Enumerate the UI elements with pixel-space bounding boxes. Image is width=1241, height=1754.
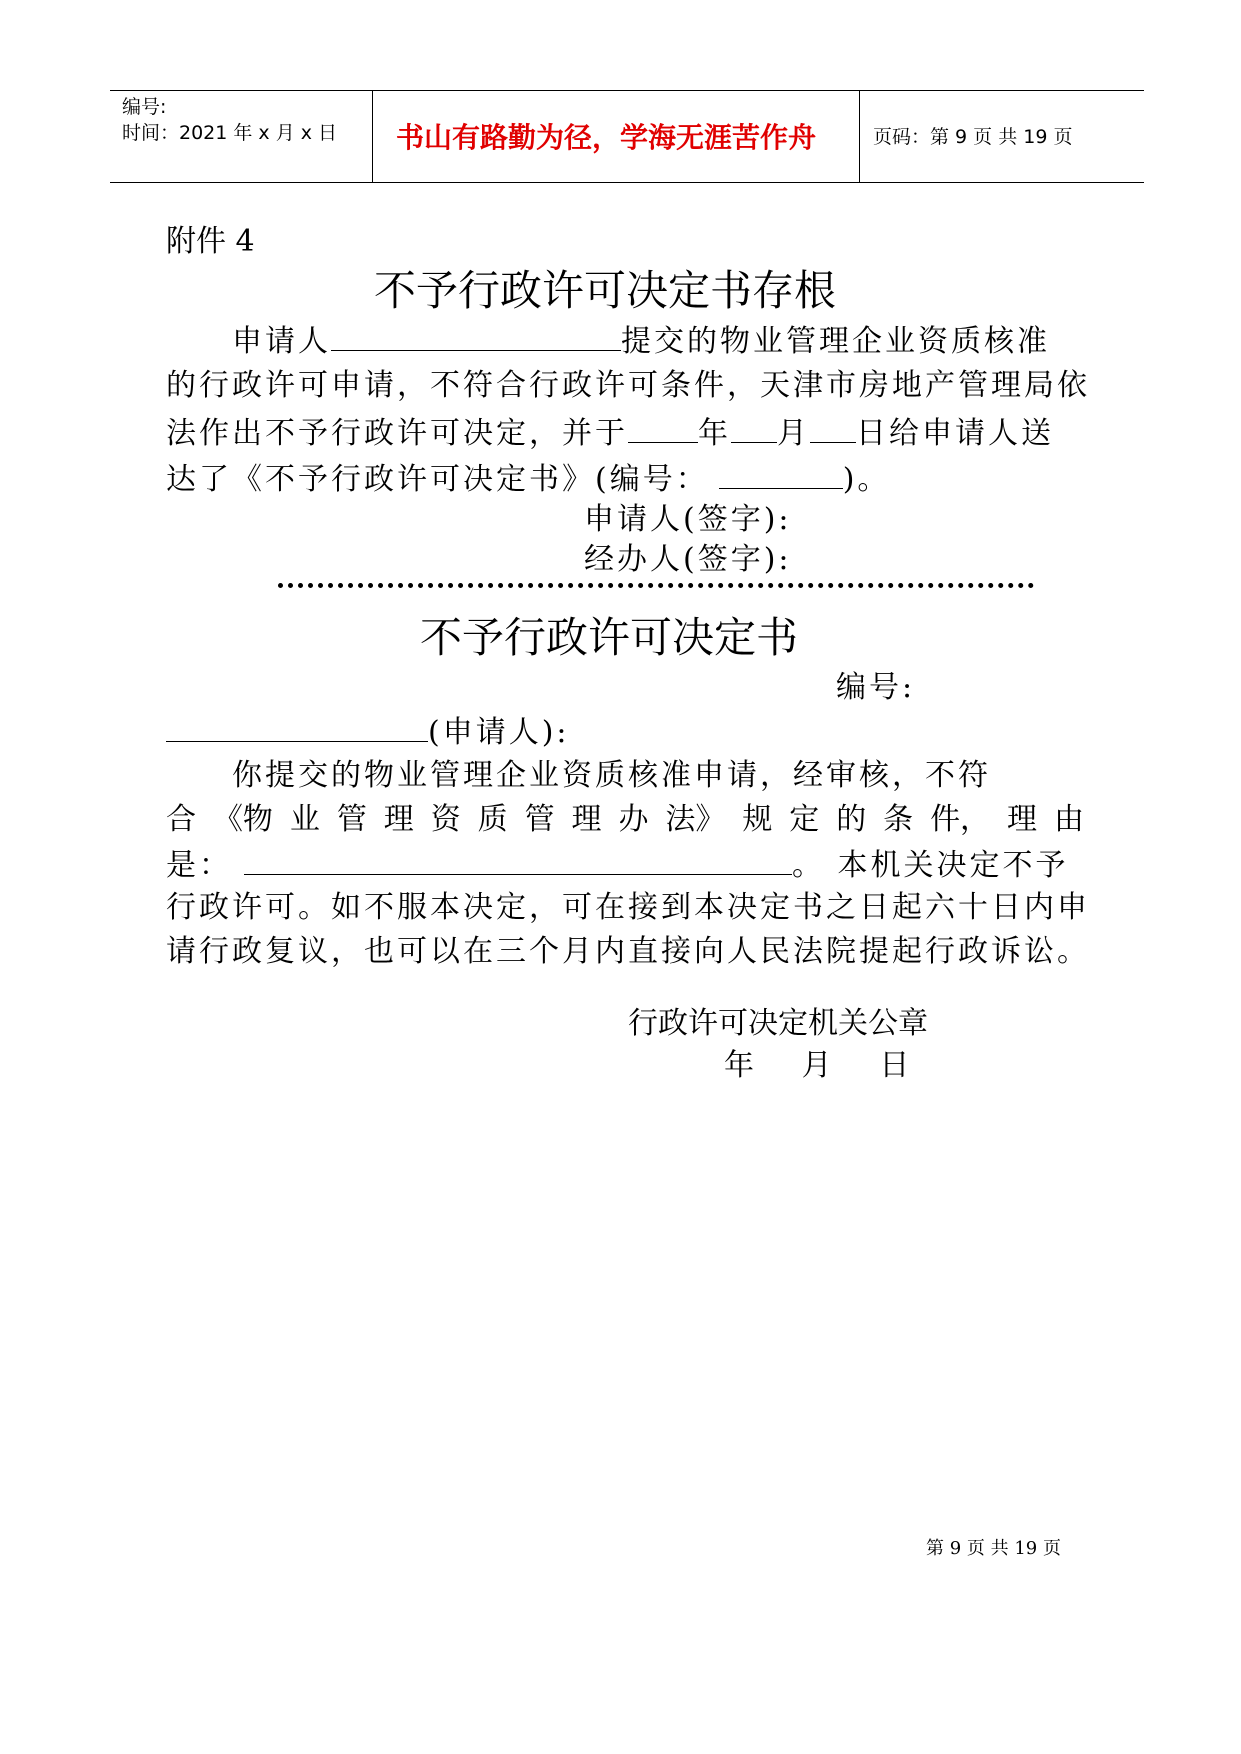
stub-number-close: )。 (842, 462, 891, 497)
decision-line-1: 你提交的物业管理企业资质核准申请，经审核，不符 (232, 758, 991, 793)
year-label: 年 (698, 416, 731, 451)
month-label: 月 (777, 416, 810, 451)
decision-applicant-label: (申请人): (428, 715, 570, 750)
decision-line-2-word: 件， (930, 802, 991, 837)
stub-line-3 (166, 412, 1054, 454)
cut-line (278, 583, 1034, 588)
stub-decision-text: 法作出不予行政许可决定，并于 (166, 416, 628, 451)
header-number-label: 编号: (122, 96, 167, 118)
day-blank (810, 412, 856, 443)
stub-submit-text: 提交的物业管理企业资质核准 (621, 324, 1050, 359)
applicant-blank (331, 320, 621, 351)
decision-seal-label: 行政许可决定机关公章 (628, 1006, 928, 1041)
decision-line-2-word: 法》 (665, 802, 726, 837)
header-page-label: 页码：第 9 页 共 19 页 (873, 126, 1073, 148)
attachment-label: 附件 4 (166, 224, 255, 259)
header-divider-right (859, 90, 860, 182)
stub-line-1 (232, 320, 1050, 362)
reason-blank (244, 844, 792, 875)
decision-line-2-word: 理 (383, 802, 414, 837)
stub-deliver-text: 日给申请人送 (856, 416, 1054, 451)
stub-handler-signature: 经办人(签字): (584, 542, 792, 577)
decision-line-2-word: 的 (836, 802, 867, 837)
header-bottom-rule (110, 182, 1144, 183)
reason-label: 是： (166, 848, 232, 883)
decision-refuse-text: 。 本机关决定不予 (792, 848, 1069, 883)
header-motto: 书山有路勤为径，学海无涯苦作舟 (396, 121, 817, 154)
page-footer: 第 9 页 共 19 页 (926, 1538, 1061, 1559)
stub-number-text: 达了《不予行政许可决定书》(编号： (166, 462, 709, 497)
stub-applicant-text: 申请人 (232, 324, 331, 359)
decision-applicant-blank (166, 711, 428, 742)
decision-line-2 (166, 800, 1084, 840)
decision-line-2-word: 定 (789, 802, 820, 837)
decision-line-2-word: 合 (166, 802, 196, 837)
stub-applicant-signature: 申请人(签字): (584, 502, 792, 537)
year-blank (628, 412, 698, 443)
decision-date: 年 月 日 (724, 1048, 910, 1083)
decision-line-2-word: 条 (883, 802, 914, 837)
decision-number-label: 编号: (836, 670, 916, 705)
decision-line-2-word: 理 (571, 802, 602, 837)
decision-line-2-word: 管 (336, 802, 367, 837)
decision-line-3 (166, 844, 1069, 886)
decision-line-2-word: 业 (289, 802, 320, 837)
decision-title: 不予行政许可决定书 (420, 613, 799, 662)
decision-line-2-word: 办 (618, 802, 649, 837)
decision-line-2-word: 管 (524, 802, 555, 837)
decision-line-2-word: 理 (1007, 802, 1037, 837)
number-blank (719, 458, 843, 489)
header-divider-left (372, 90, 373, 182)
decision-line-5: 请行政复议，也可以在三个月内直接向人民法院提起行政诉讼。 (166, 934, 1090, 969)
decision-line-2-word: 《物 (212, 802, 273, 837)
decision-line-2-word: 规 (742, 802, 773, 837)
stub-line-4 (166, 458, 890, 500)
header-top-rule (110, 90, 1144, 91)
decision-line-2-word: 资 (430, 802, 461, 837)
decision-line-2-word: 由 (1053, 802, 1084, 837)
header-time-label: 时间：2021 年 x 月 x 日 (122, 122, 338, 144)
month-blank (731, 412, 777, 443)
decision-line-4: 行政许可。如不服本决定，可在接到本决定书之日起六十日内申 (166, 890, 1090, 925)
stub-line-2: 的行政许可申请，不符合行政许可条件，天津市房地产管理局依 (166, 368, 1090, 403)
decision-applicant-line (166, 711, 570, 753)
stub-title: 不予行政许可决定书存根 (374, 266, 837, 315)
decision-line-2-word: 质 (477, 802, 508, 837)
